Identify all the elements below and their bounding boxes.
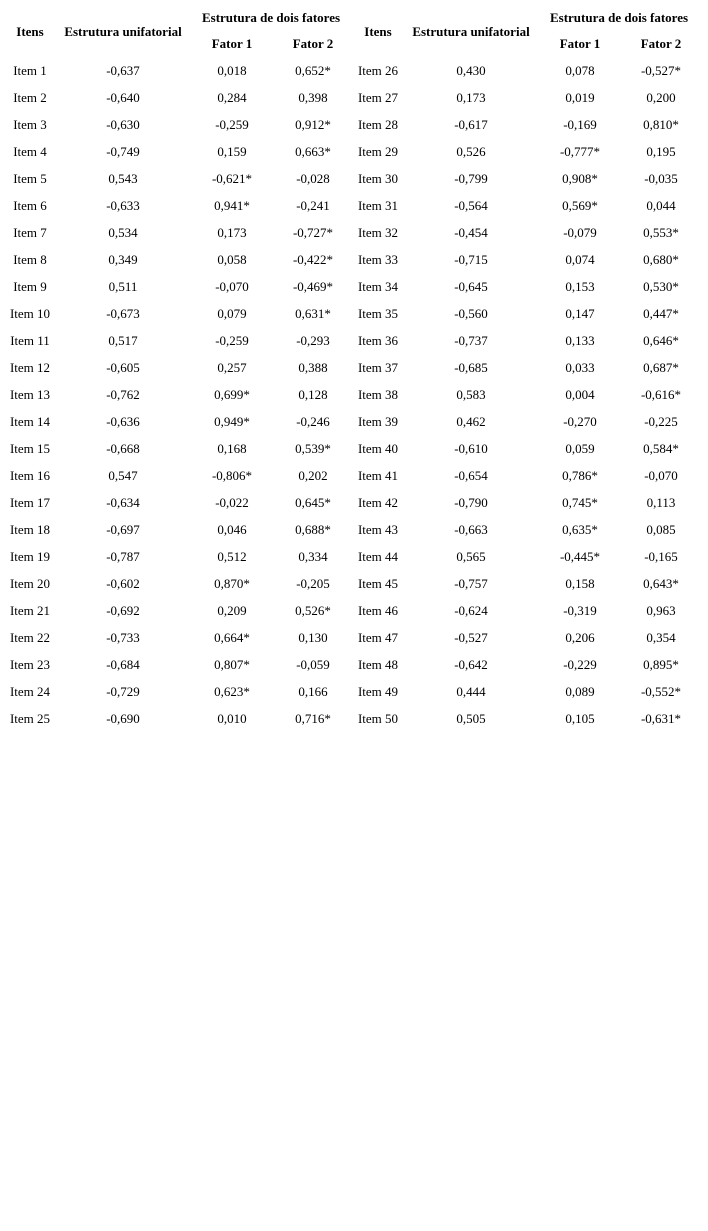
unifatorial-value: 0,505	[456, 710, 486, 726]
unifatorial-value: -0,787	[106, 548, 140, 564]
fator1-value: 0,078	[565, 62, 595, 78]
fator2-value: 0,652*	[295, 62, 331, 78]
fator2-value: -0,527*	[640, 62, 682, 78]
fator2-value: -0,035	[644, 170, 678, 186]
header-fator1-left: Fator 1	[211, 35, 253, 51]
unifatorial-value: 0,565	[456, 548, 486, 564]
unifatorial-value: -0,634	[106, 494, 140, 510]
fator2-value: 0,113	[646, 494, 676, 510]
item-label: Item 50	[357, 710, 399, 726]
unifatorial-value: -0,560	[454, 305, 488, 321]
item-label: Item 48	[357, 656, 399, 672]
unifatorial-value: 0,517	[108, 332, 138, 348]
fator2-value: -0,469*	[292, 278, 334, 294]
item-label: Item 12	[9, 359, 51, 375]
fator2-value: 0,447*	[643, 305, 679, 321]
fator1-value: 0,173	[217, 224, 247, 240]
item-label: Item 7	[13, 224, 47, 240]
fator2-value: 0,388	[298, 359, 328, 375]
unifatorial-value: 0,526	[456, 143, 486, 159]
fator1-value: 0,133	[565, 332, 595, 348]
fator2-value: -0,059	[296, 656, 330, 672]
fator2-value: -0,727*	[292, 224, 334, 240]
item-label: Item 45	[357, 575, 399, 591]
item-label: Item 20	[9, 575, 51, 591]
fator1-value: 0,786*	[562, 467, 598, 483]
fator2-value: 0,646*	[643, 332, 679, 348]
fator2-value: -0,070	[644, 467, 678, 483]
fator1-value: 0,807*	[214, 656, 250, 672]
fator1-value: 0,105	[565, 710, 595, 726]
fator1-value: 0,059	[565, 440, 595, 456]
fator2-value: 0,354	[646, 629, 676, 645]
table-row	[4, 651, 700, 678]
unifatorial-value: -0,610	[454, 440, 488, 456]
item-label: Item 44	[357, 548, 399, 564]
fator1-value: -0,022	[215, 494, 249, 510]
fator1-value: 0,089	[565, 683, 595, 699]
table-row	[4, 435, 700, 462]
header-dois-fatores-left: Estrutura de dois fatores	[201, 10, 341, 25]
fator2-value: 0,584*	[643, 440, 679, 456]
item-label: Item 3	[13, 116, 47, 132]
fator2-value: -0,616*	[640, 386, 682, 402]
fator2-value: 0,085	[646, 521, 676, 537]
unifatorial-value: -0,673	[106, 305, 140, 321]
unifatorial-value: -0,684	[106, 656, 140, 672]
fator2-value: 0,963	[646, 602, 676, 618]
unifatorial-value: 0,462	[456, 413, 486, 429]
table-row	[4, 327, 700, 354]
factor-loadings-table	[4, 6, 700, 732]
fator1-value: 0,074	[565, 251, 595, 267]
item-label: Item 34	[357, 278, 399, 294]
unifatorial-value: -0,749	[106, 143, 140, 159]
fator1-value: -0,079	[563, 224, 597, 240]
unifatorial-value: 0,173	[456, 89, 486, 105]
header-unifatorial-left: Estrutura unifatorial	[64, 23, 182, 39]
item-label: Item 14	[9, 413, 51, 429]
unifatorial-value: -0,454	[454, 224, 488, 240]
fator1-value: 0,664*	[214, 629, 250, 645]
table-row	[4, 597, 700, 624]
table-row	[4, 57, 700, 84]
fator1-value: 0,058	[217, 251, 247, 267]
item-label: Item 18	[9, 521, 51, 537]
item-label: Item 13	[9, 386, 51, 402]
fator1-value: 0,699*	[214, 386, 250, 402]
fator1-value: -0,777*	[559, 143, 601, 159]
item-label: Item 5	[13, 170, 47, 186]
header-fator2-right: Fator 2	[640, 35, 682, 51]
fator2-value: 0,398	[298, 89, 328, 105]
table-row	[4, 84, 700, 111]
fator1-value: 0,209	[217, 602, 247, 618]
unifatorial-value: -0,605	[106, 359, 140, 375]
fator2-value: -0,293	[296, 332, 330, 348]
table-row	[4, 165, 700, 192]
item-label: Item 37	[357, 359, 399, 375]
fator2-value: 0,631*	[295, 305, 331, 321]
unifatorial-value: -0,654	[454, 467, 488, 483]
fator1-value: -0,445*	[559, 548, 601, 564]
fator2-value: -0,225	[644, 413, 678, 429]
unifatorial-value: 0,583	[456, 386, 486, 402]
fator1-value: 0,623*	[214, 683, 250, 699]
unifatorial-value: -0,799	[454, 170, 488, 186]
item-label: Item 10	[9, 305, 51, 321]
table-body	[4, 57, 700, 732]
fator2-value: -0,422*	[292, 251, 334, 267]
item-label: Item 32	[357, 224, 399, 240]
fator1-value: 0,870*	[214, 575, 250, 591]
fator1-value: -0,259	[215, 332, 249, 348]
fator1-value: 0,168	[217, 440, 247, 456]
item-label: Item 39	[357, 413, 399, 429]
header-row-1	[4, 6, 700, 30]
item-label: Item 35	[357, 305, 399, 321]
fator2-value: 0,645*	[295, 494, 331, 510]
table-row	[4, 705, 700, 732]
item-label: Item 46	[357, 602, 399, 618]
fator2-value: 0,643*	[643, 575, 679, 591]
fator2-value: 0,912*	[295, 116, 331, 132]
fator2-value: 0,553*	[643, 224, 679, 240]
unifatorial-value: -0,690	[106, 710, 140, 726]
item-label: Item 9	[13, 278, 47, 294]
item-label: Item 40	[357, 440, 399, 456]
table-row	[4, 300, 700, 327]
fator1-value: 0,010	[217, 710, 247, 726]
fator2-value: -0,552*	[640, 683, 682, 699]
item-label: Item 42	[357, 494, 399, 510]
fator2-value: -0,241	[296, 197, 330, 213]
item-label: Item 29	[357, 143, 399, 159]
fator2-value: 0,526*	[295, 602, 331, 618]
fator2-value: 0,716*	[295, 710, 331, 726]
fator2-value: 0,663*	[295, 143, 331, 159]
fator1-value: 0,284	[217, 89, 247, 105]
item-label: Item 25	[9, 710, 51, 726]
fator2-value: -0,165	[644, 548, 678, 564]
item-label: Item 47	[357, 629, 399, 645]
fator1-value: 0,635*	[562, 521, 598, 537]
fator1-value: -0,319	[563, 602, 597, 618]
item-label: Item 38	[357, 386, 399, 402]
item-label: Item 30	[357, 170, 399, 186]
item-label: Item 2	[13, 89, 47, 105]
table-row	[4, 111, 700, 138]
fator1-value: -0,229	[563, 656, 597, 672]
item-label: Item 31	[357, 197, 399, 213]
table-row	[4, 192, 700, 219]
unifatorial-value: -0,757	[454, 575, 488, 591]
fator1-value: 0,159	[217, 143, 247, 159]
unifatorial-value: -0,602	[106, 575, 140, 591]
unifatorial-value: -0,640	[106, 89, 140, 105]
fator2-value: 0,130	[298, 629, 328, 645]
item-label: Item 21	[9, 602, 51, 618]
fator1-value: -0,621*	[211, 170, 253, 186]
unifatorial-value: -0,630	[106, 116, 140, 132]
fator1-value: 0,153	[565, 278, 595, 294]
table-row	[4, 462, 700, 489]
unifatorial-value: -0,762	[106, 386, 140, 402]
unifatorial-value: -0,663	[454, 521, 488, 537]
fator1-value: 0,147	[565, 305, 595, 321]
unifatorial-value: -0,617	[454, 116, 488, 132]
table-row	[4, 489, 700, 516]
fator1-value: -0,806*	[211, 467, 253, 483]
fator1-value: 0,512	[217, 548, 247, 564]
unifatorial-value: -0,697	[106, 521, 140, 537]
fator1-value: 0,158	[565, 575, 595, 591]
fator2-value: 0,688*	[295, 521, 331, 537]
fator1-value: -0,070	[215, 278, 249, 294]
item-label: Item 26	[357, 62, 399, 78]
header-unifatorial-right: Estrutura unifatorial	[412, 23, 530, 39]
table-row	[4, 138, 700, 165]
fator2-value: 0,530*	[643, 278, 679, 294]
fator2-value: -0,246	[296, 413, 330, 429]
item-label: Item 1	[13, 62, 47, 78]
item-label: Item 24	[9, 683, 51, 699]
item-label: Item 15	[9, 440, 51, 456]
table-row	[4, 516, 700, 543]
unifatorial-value: -0,729	[106, 683, 140, 699]
unifatorial-value: -0,636	[106, 413, 140, 429]
table-row	[4, 624, 700, 651]
item-label: Item 41	[357, 467, 399, 483]
fator1-value: -0,259	[215, 116, 249, 132]
fator2-value: -0,028	[296, 170, 330, 186]
item-label: Item 16	[9, 467, 51, 483]
unifatorial-value: -0,737	[454, 332, 488, 348]
item-label: Item 43	[357, 521, 399, 537]
item-label: Item 23	[9, 656, 51, 672]
fator1-value: -0,270	[563, 413, 597, 429]
unifatorial-value: 0,430	[456, 62, 486, 78]
fator2-value: 0,895*	[643, 656, 679, 672]
unifatorial-value: -0,733	[106, 629, 140, 645]
item-label: Item 4	[13, 143, 47, 159]
header-itens-left: Itens	[16, 23, 44, 39]
fator2-value: 0,128	[298, 386, 328, 402]
table-row	[4, 273, 700, 300]
header-itens-right: Itens	[364, 23, 392, 39]
fator2-value: 0,334	[298, 548, 328, 564]
fator1-value: 0,046	[217, 521, 247, 537]
item-label: Item 17	[9, 494, 51, 510]
fator1-value: 0,941*	[214, 197, 250, 213]
item-label: Item 6	[13, 197, 47, 213]
fator1-value: 0,018	[217, 62, 247, 78]
unifatorial-value: -0,637	[106, 62, 140, 78]
item-label: Item 8	[13, 251, 47, 267]
fator1-value: 0,033	[565, 359, 595, 375]
table-row	[4, 246, 700, 273]
fator1-value: -0,169	[563, 116, 597, 132]
table-row	[4, 570, 700, 597]
item-label: Item 36	[357, 332, 399, 348]
unifatorial-value: -0,685	[454, 359, 488, 375]
unifatorial-value: -0,668	[106, 440, 140, 456]
fator1-value: 0,019	[565, 89, 595, 105]
fator2-value: 0,687*	[643, 359, 679, 375]
table-row	[4, 543, 700, 570]
unifatorial-value: -0,715	[454, 251, 488, 267]
fator1-value: 0,004	[565, 386, 595, 402]
unifatorial-value: -0,624	[454, 602, 488, 618]
unifatorial-value: -0,790	[454, 494, 488, 510]
fator1-value: 0,949*	[214, 413, 250, 429]
fator1-value: 0,569*	[562, 197, 598, 213]
fator2-value: -0,205	[296, 575, 330, 591]
fator2-value: -0,631*	[640, 710, 682, 726]
unifatorial-value: -0,527	[454, 629, 488, 645]
unifatorial-value: 0,444	[456, 683, 486, 699]
header-fator2-left: Fator 2	[292, 35, 334, 51]
table-row	[4, 408, 700, 435]
unifatorial-value: -0,692	[106, 602, 140, 618]
item-label: Item 28	[357, 116, 399, 132]
item-label: Item 27	[357, 89, 399, 105]
fator2-value: 0,810*	[643, 116, 679, 132]
fator2-value: 0,044	[646, 197, 676, 213]
table-row	[4, 219, 700, 246]
fator1-value: 0,079	[217, 305, 247, 321]
unifatorial-value: 0,349	[108, 251, 138, 267]
item-label: Item 19	[9, 548, 51, 564]
unifatorial-value: -0,633	[106, 197, 140, 213]
fator1-value: 0,257	[217, 359, 247, 375]
header-fator1-right: Fator 1	[559, 35, 601, 51]
item-label: Item 22	[9, 629, 51, 645]
table-row	[4, 678, 700, 705]
item-label: Item 11	[10, 332, 50, 348]
unifatorial-value: -0,642	[454, 656, 488, 672]
item-label: Item 49	[357, 683, 399, 699]
fator2-value: 0,202	[298, 467, 328, 483]
table-row	[4, 381, 700, 408]
fator2-value: 0,195	[646, 143, 676, 159]
fator1-value: 0,745*	[562, 494, 598, 510]
unifatorial-value: 0,547	[108, 467, 138, 483]
unifatorial-value: -0,564	[454, 197, 488, 213]
unifatorial-value: 0,511	[108, 278, 138, 294]
unifatorial-value: 0,534	[108, 224, 138, 240]
item-label: Item 33	[357, 251, 399, 267]
fator1-value: 0,908*	[562, 170, 598, 186]
unifatorial-value: 0,543	[108, 170, 138, 186]
fator2-value: 0,680*	[643, 251, 679, 267]
fator2-value: 0,539*	[295, 440, 331, 456]
fator2-value: 0,200	[646, 89, 676, 105]
unifatorial-value: -0,645	[454, 278, 488, 294]
header-dois-fatores-right: Estrutura de dois fatores	[549, 10, 689, 25]
fator2-value: 0,166	[298, 683, 328, 699]
fator1-value: 0,206	[565, 629, 595, 645]
table-row	[4, 354, 700, 381]
